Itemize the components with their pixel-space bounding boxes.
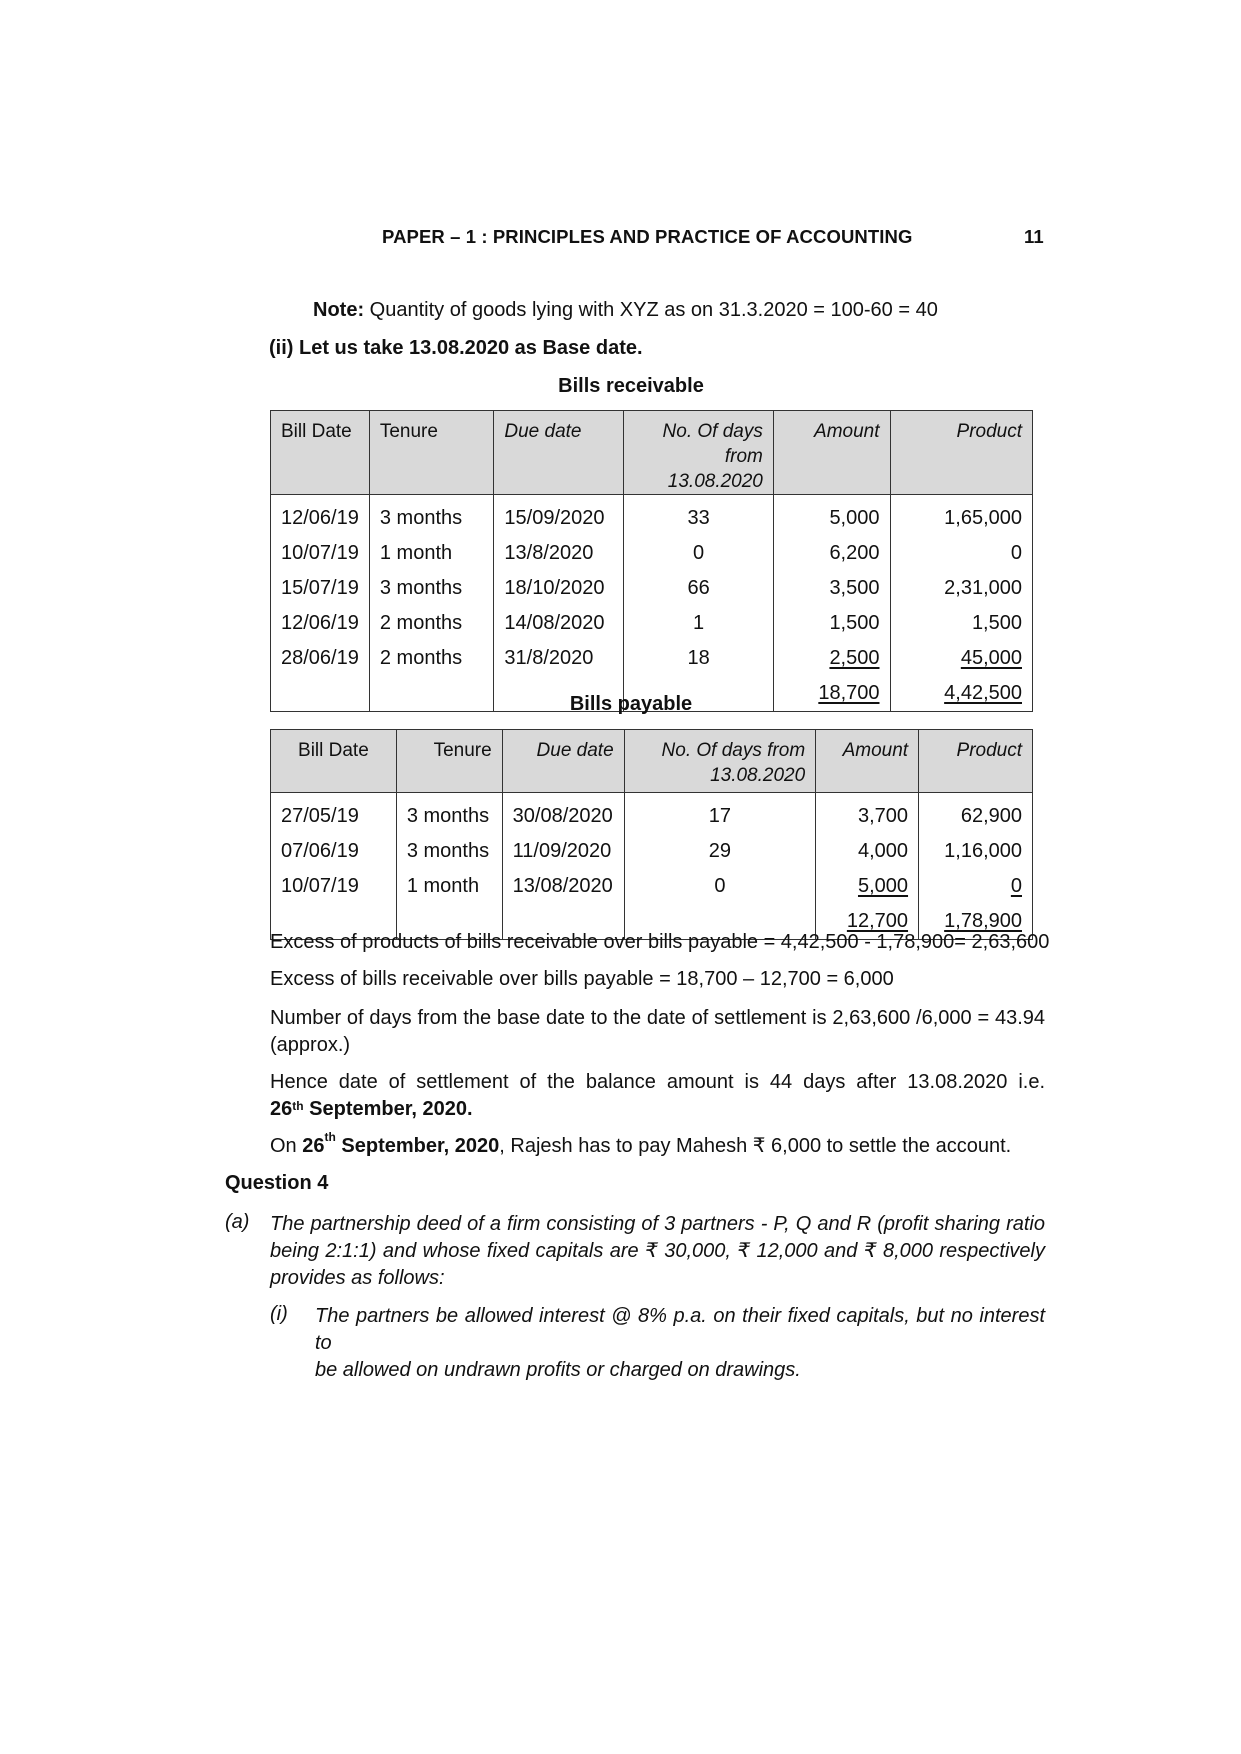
cell-days: 66 <box>624 571 774 606</box>
cell-product: 45,000 <box>960 647 1022 669</box>
question-i-label: (i) <box>270 1303 288 1325</box>
cell-amount: 1,500 <box>773 606 890 641</box>
question-i-line-2: be allowed on undrawn profits or charged on drawings. <box>315 1359 801 1381</box>
cell-bill-date: 12/06/19 <box>271 606 370 641</box>
cell-tenure: 2 months <box>369 606 494 641</box>
calc-line-4b <box>270 1096 1045 1123</box>
table-header-row <box>271 411 1033 495</box>
cell-due-date: 13/08/2020 <box>502 869 624 904</box>
cell-days: 1 <box>624 606 774 641</box>
col-header-days: No. Of days from 13.08.2020 <box>624 730 816 793</box>
cell-product: 1,16,000 <box>919 834 1033 869</box>
question-a-label: (a) <box>225 1211 250 1233</box>
calc-paragraph-4 <box>270 1069 1045 1123</box>
calc-line-4a: Hence date of settlement of the balance amount is 44 days after 13.08.2020 i.e. <box>270 1071 1045 1093</box>
calc-paragraph-3 <box>270 1005 1045 1059</box>
cell-due-date: 14/08/2020 <box>494 606 624 641</box>
table-row <box>271 495 1033 537</box>
cell-product: 0 <box>1010 875 1022 897</box>
calc-line-5 <box>270 1130 1012 1158</box>
cell-days: 17 <box>624 793 816 835</box>
question-a-line-1: The partnership deed of a firm consisting of 3 partners - P, Q and R (profit sharing ratio <box>270 1213 1045 1235</box>
calc-line-3b: (approx.) <box>270 1034 351 1056</box>
question-title: Question 4 <box>225 1172 329 1194</box>
date-month-year: September, 2020. <box>303 1098 473 1120</box>
table-row <box>271 536 1033 571</box>
cell-bill-date: 12/06/19 <box>271 495 370 537</box>
cell-days: 0 <box>624 869 816 904</box>
line5-day: 26 <box>302 1135 325 1157</box>
date-suffix: th <box>292 1099 304 1113</box>
bills-payable-title: Bills payable <box>569 693 693 715</box>
col-header-product: Product <box>890 411 1033 495</box>
question-i-text <box>315 1303 1045 1384</box>
cell-due-date: 11/09/2020 <box>502 834 624 869</box>
col-header-tenure: Tenure <box>396 730 502 793</box>
table-header-row <box>271 730 1033 793</box>
cell-product: 62,900 <box>919 793 1033 835</box>
table-row <box>271 834 1033 869</box>
cell-due-date: 30/08/2020 <box>502 793 624 835</box>
cell-bill-date: 07/06/19 <box>271 834 397 869</box>
cell-due-date: 15/09/2020 <box>494 495 624 537</box>
cell-product: 1,500 <box>890 606 1033 641</box>
cell-days: 0 <box>624 536 774 571</box>
calc-line-1: Excess of products of bills receivable over bills payable = 4,42,500 - 1,78,900= 2,63,600 <box>270 931 1050 953</box>
cell-amount: 5,000 <box>857 875 909 897</box>
calc-line-2: Excess of bills receivable over bills payable = 18,700 – 12,700 = 6,000 <box>270 968 894 990</box>
col-header-bill-date: Bill Date <box>271 411 370 495</box>
table-row <box>271 571 1033 606</box>
section-ii-heading: (ii) Let us take 13.08.2020 as Base date. <box>269 337 643 359</box>
cell-tenure: 1 month <box>369 536 494 571</box>
line5-pre: On <box>270 1135 303 1157</box>
cell-bill-date: 15/07/19 <box>271 571 370 606</box>
cell-amount: 2,500 <box>829 647 880 669</box>
cell-tenure: 3 months <box>396 834 502 869</box>
cell-tenure: 3 months <box>369 571 494 606</box>
cell-amount: 4,000 <box>816 834 919 869</box>
bills-receivable-title: Bills receivable <box>558 375 704 397</box>
cell-bill-date: 27/05/19 <box>271 793 397 835</box>
date-day: 26 <box>270 1098 293 1120</box>
note-text: Quantity of goods lying with XYZ as on 31.3.2020 = 100-60 = 40 <box>364 299 938 321</box>
cell-amount: 3,700 <box>816 793 919 835</box>
cell-days: 29 <box>624 834 816 869</box>
table-row <box>271 793 1033 835</box>
cell-product: 2,31,000 <box>890 571 1033 606</box>
cell-tenure: 3 months <box>369 495 494 537</box>
total-product: 4,42,500 <box>944 682 1022 704</box>
col-header-bill-date: Bill Date <box>271 730 397 793</box>
col-header-product: Product <box>919 730 1033 793</box>
bills-payable-table <box>270 729 1033 940</box>
col-header-days: No. Of days from 13.08.2020 <box>624 411 774 495</box>
cell-tenure: 2 months <box>369 641 494 676</box>
cell-due-date: 31/8/2020 <box>494 641 624 676</box>
cell-product: 0 <box>890 536 1033 571</box>
page-number: 11 <box>1024 226 1044 247</box>
question-a-line-3: provides as follows: <box>270 1267 445 1289</box>
cell-product: 1,65,000 <box>890 495 1033 537</box>
note-line <box>313 299 938 322</box>
col-header-due-date: Due date <box>502 730 624 793</box>
line5-rest: , Rajesh has to pay Mahesh ₹ 6,000 to settle the account. <box>499 1135 1012 1157</box>
calc-line-3a: Number of days from the base date to the date of settlement is 2,63,600 /6,000 = 43.94 <box>270 1007 1045 1029</box>
cell-amount: 5,000 <box>773 495 890 537</box>
cell-days: 18 <box>624 641 774 676</box>
question-a-text <box>270 1211 1045 1292</box>
col-header-amount: Amount <box>773 411 890 495</box>
table-row <box>271 641 1033 676</box>
table-row <box>271 869 1033 904</box>
page-header-title: PAPER – 1 : PRINCIPLES AND PRACTICE OF ACCOUNTING <box>382 226 913 247</box>
total-amount: 12,700 <box>846 910 909 932</box>
line5-suffix: th <box>324 1130 336 1144</box>
note-label: Note: <box>313 299 365 321</box>
cell-bill-date: 10/07/19 <box>271 536 370 571</box>
cell-bill-date: 10/07/19 <box>271 869 397 904</box>
question-i-line-1: The partners be allowed interest @ 8% p.a. on their fixed capitals, but no interest to <box>315 1305 1045 1354</box>
col-header-tenure: Tenure <box>369 411 494 495</box>
cell-tenure: 3 months <box>396 793 502 835</box>
cell-bill-date: 28/06/19 <box>271 641 370 676</box>
line5-month-year: September, 2020 <box>335 1135 500 1157</box>
cell-tenure: 1 month <box>396 869 502 904</box>
cell-days: 33 <box>624 495 774 537</box>
cell-due-date: 13/8/2020 <box>494 536 624 571</box>
cell-amount: 6,200 <box>773 536 890 571</box>
bills-receivable-table <box>270 410 1033 712</box>
col-header-due-date: Due date <box>494 411 624 495</box>
cell-due-date: 18/10/2020 <box>494 571 624 606</box>
table-row <box>271 606 1033 641</box>
col-header-amount: Amount <box>816 730 919 793</box>
total-amount: 18,700 <box>818 682 880 704</box>
total-product: 1,78,900 <box>944 910 1022 932</box>
cell-amount: 3,500 <box>773 571 890 606</box>
question-a-line-2: being 2:1:1) and whose fixed capitals are ₹ 30,000, ₹ 12,000 and ₹ 8,000 respectively <box>270 1240 1045 1262</box>
